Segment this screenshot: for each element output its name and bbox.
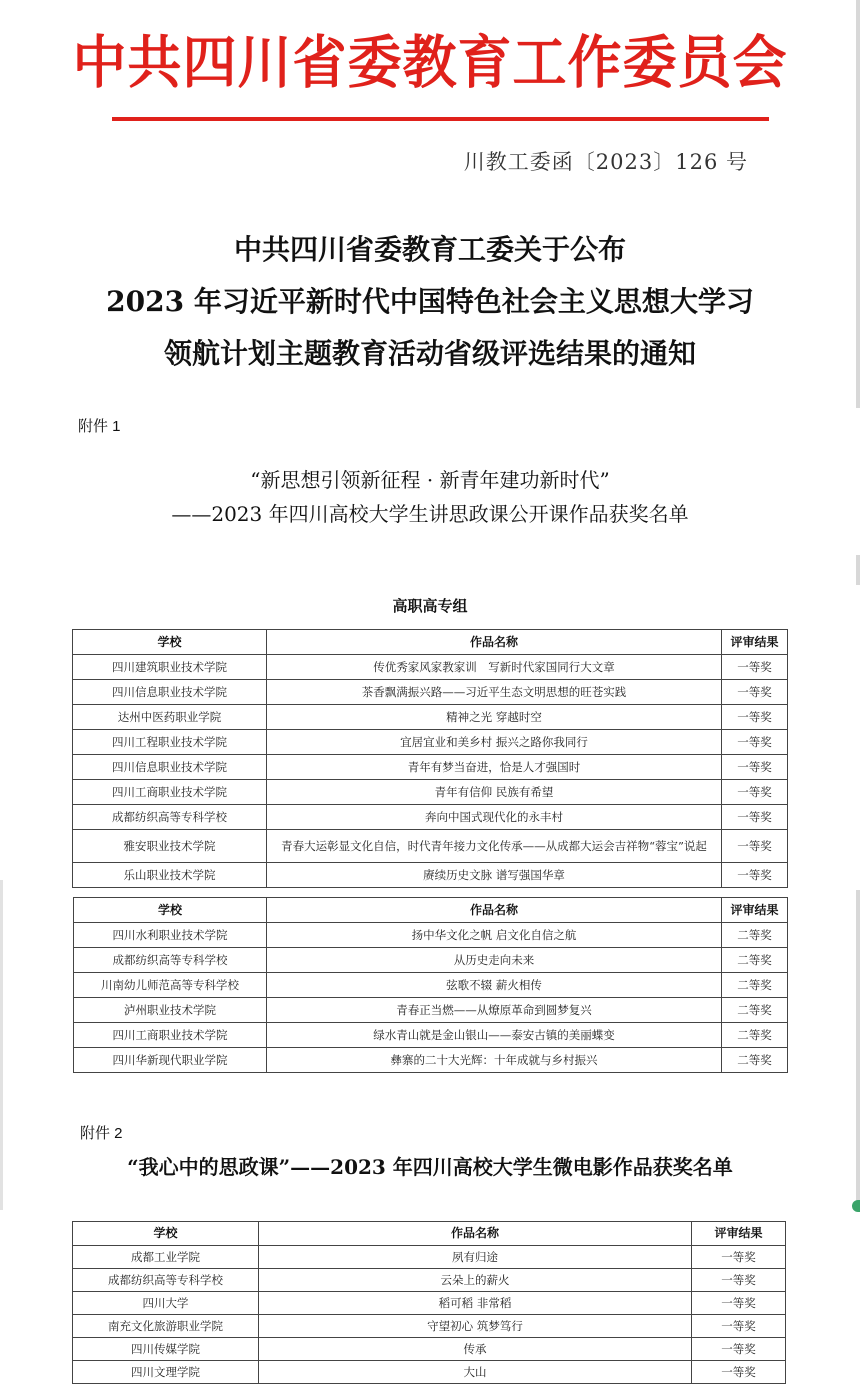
col-header-work-title: 作品名称 (267, 630, 722, 655)
work-title-cell: 青春正当燃——从燎原革命到圆梦复兴 (267, 998, 722, 1023)
school-cell: 达州中医药职业学院 (73, 705, 267, 730)
attachment-1-label: 附件 1 (78, 418, 121, 435)
col-header-school: 学校 (74, 898, 267, 923)
col-header-result: 评审结果 (692, 1222, 786, 1246)
school-cell: 成都纺织高等专科学校 (73, 1269, 259, 1292)
school-cell: 川南幼儿师范高等专科学校 (74, 973, 267, 998)
table-row (73, 863, 788, 888)
school-cell: 四川工程职业技术学院 (73, 730, 267, 755)
school-cell: 四川传媒学院 (73, 1338, 259, 1361)
work-title-cell: 宜居宜业和美乡村 振兴之路你我同行 (267, 730, 722, 755)
group-title: 高职高专组 (392, 597, 468, 615)
org-letterhead-title: 中共四川省委教育工作委员会 (72, 28, 788, 96)
page-edge (856, 555, 860, 585)
table-row (74, 998, 788, 1023)
col-header-school: 学校 (73, 1222, 259, 1246)
notice-title-line-2: 2023 年习近平新时代中国特色社会主义思想大学习 (106, 285, 754, 318)
school-cell: 泸州职业技术学院 (74, 998, 267, 1023)
school-cell: 成都工业学院 (73, 1246, 259, 1269)
awards-table-second-prize (73, 897, 788, 1073)
attachment-1-title-line-1: “新思想引领新征程 · 新青年建功新时代” (250, 468, 610, 492)
result-cell: 一等奖 (722, 705, 788, 730)
notice-title-line-3: 领航计划主题教育活动省级评选结果的通知 (163, 337, 696, 370)
result-cell: 一等奖 (722, 805, 788, 830)
result-cell: 一等奖 (722, 780, 788, 805)
attachment-1-title-line-2: ——2023 年四川高校大学生讲思政课公开课作品获奖名单 (171, 502, 689, 526)
notice-title-line-1: 中共四川省委教育工委关于公布 (233, 233, 626, 266)
school-cell: 四川大学 (73, 1292, 259, 1315)
result-cell: 一等奖 (692, 1292, 786, 1315)
school-cell: 成都纺织高等专科学校 (74, 948, 267, 973)
work-title-cell: 云朵上的薪火 (259, 1269, 692, 1292)
result-cell: 二等奖 (722, 948, 788, 973)
table-row (73, 1338, 786, 1361)
table-row (73, 1269, 786, 1292)
table-row (73, 680, 788, 705)
table-row (74, 923, 788, 948)
result-cell: 二等奖 (722, 973, 788, 998)
result-cell: 一等奖 (722, 863, 788, 888)
school-cell: 四川建筑职业技术学院 (73, 655, 267, 680)
result-cell: 二等奖 (722, 1023, 788, 1048)
work-title-cell: 彝寨的二十大光辉：十年成就与乡村振兴 (267, 1048, 722, 1073)
school-cell: 四川工商职业技术学院 (73, 780, 267, 805)
work-title-cell: 夙有归途 (259, 1246, 692, 1269)
col-header-result: 评审结果 (722, 630, 788, 655)
work-title-cell: 传承 (259, 1338, 692, 1361)
result-cell: 一等奖 (692, 1338, 786, 1361)
work-title-cell: 从历史走向未来 (267, 948, 722, 973)
work-title-cell: 大山 (259, 1361, 692, 1384)
table-row (74, 948, 788, 973)
col-header-work-title: 作品名称 (259, 1222, 692, 1246)
table-row (73, 805, 788, 830)
table-row (74, 1023, 788, 1048)
result-cell: 一等奖 (722, 830, 788, 863)
result-cell: 一等奖 (722, 680, 788, 705)
work-title-cell: 绿水青山就是金山银山——泰安古镇的美丽蝶变 (267, 1023, 722, 1048)
work-title-cell: 传优秀家风家教家训 写新时代家国同行大文章 (267, 655, 722, 680)
result-cell: 二等奖 (722, 923, 788, 948)
attachment-2-label: 附件 2 (80, 1125, 123, 1142)
school-cell: 成都纺织高等专科学校 (73, 805, 267, 830)
col-header-school: 学校 (73, 630, 267, 655)
result-cell: 一等奖 (692, 1269, 786, 1292)
scroll-indicator (852, 1200, 860, 1212)
microfilm-awards-table (72, 1221, 786, 1384)
letterhead-red-rule (112, 117, 769, 121)
school-cell: 四川文理学院 (73, 1361, 259, 1384)
work-title-cell: 精神之光 穿越时空 (267, 705, 722, 730)
table-row (73, 1361, 786, 1384)
school-cell: 四川信息职业技术学院 (73, 755, 267, 780)
result-cell: 一等奖 (722, 730, 788, 755)
work-title-cell: 青春大运彰显文化自信，时代青年接力文化传承——从成都大运会吉祥物“蓉宝”说起 (267, 830, 722, 863)
work-title-cell: 青年有梦当奋进，恰是人才强国时 (267, 755, 722, 780)
table-row (74, 1048, 788, 1073)
table-row (73, 830, 788, 863)
table-row (73, 730, 788, 755)
result-cell: 一等奖 (692, 1315, 786, 1338)
col-header-result: 评审结果 (722, 898, 788, 923)
col-header-work-title: 作品名称 (267, 898, 722, 923)
table-row (73, 655, 788, 680)
result-cell: 二等奖 (722, 1048, 788, 1073)
result-cell: 一等奖 (722, 655, 788, 680)
work-title-cell: 青年有信仰 民族有希望 (267, 780, 722, 805)
work-title-cell: 赓续历史文脉 谱写强国华章 (267, 863, 722, 888)
document-number: 川教工委函〔2023〕126 号 (463, 150, 748, 174)
table-row (73, 1315, 786, 1338)
work-title-cell: 扬中华文化之帆 启文化自信之航 (267, 923, 722, 948)
work-title-cell: 守望初心 筑梦笃行 (259, 1315, 692, 1338)
table-row (74, 973, 788, 998)
table-row (73, 780, 788, 805)
work-title-cell: 奔向中国式现代化的永丰村 (267, 805, 722, 830)
attachment-2-title: “我心中的思政课”——2023 年四川高校大学生微电影作品获奖名单 (127, 1155, 733, 1179)
school-cell: 南充文化旅游职业学院 (73, 1315, 259, 1338)
work-title-cell: 茶香飘满振兴路——习近平生态文明思想的旺苍实践 (267, 680, 722, 705)
school-cell: 雅安职业技术学院 (73, 830, 267, 863)
work-title-cell: 弦歌不辍 薪火相传 (267, 973, 722, 998)
table-row (73, 1292, 786, 1315)
table-row (73, 1246, 786, 1269)
result-cell: 一等奖 (692, 1361, 786, 1384)
table-row (73, 705, 788, 730)
result-cell: 一等奖 (692, 1246, 786, 1269)
work-title-cell: 稻可稻 非常稻 (259, 1292, 692, 1315)
school-cell: 四川工商职业技术学院 (74, 1023, 267, 1048)
awards-table-first-prize (72, 629, 788, 888)
result-cell: 一等奖 (722, 755, 788, 780)
result-cell: 二等奖 (722, 998, 788, 1023)
school-cell: 乐山职业技术学院 (73, 863, 267, 888)
school-cell: 四川信息职业技术学院 (73, 680, 267, 705)
school-cell: 四川华新现代职业学院 (74, 1048, 267, 1073)
school-cell: 四川水利职业技术学院 (74, 923, 267, 948)
table-row (73, 755, 788, 780)
